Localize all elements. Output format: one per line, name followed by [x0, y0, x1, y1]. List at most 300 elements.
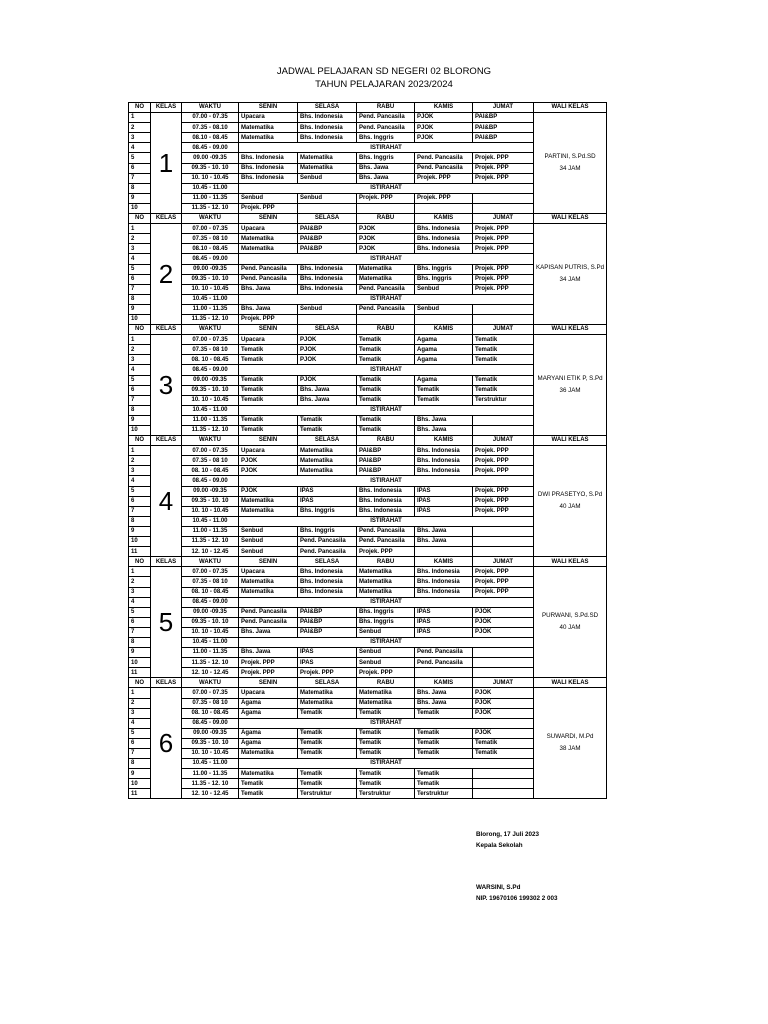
homeroom-hours: 34 JAM	[559, 276, 581, 284]
header-cell: KELAS	[151, 436, 182, 446]
subject-senin: Tematik	[239, 375, 298, 385]
time-cell: 11.35 - 12. 10	[182, 537, 239, 547]
subject-selasa: Tematik	[298, 728, 357, 738]
subject-kamis: Tematik	[415, 728, 473, 738]
subject-rabu: Matematika	[357, 688, 415, 698]
row-number: 7	[129, 173, 151, 183]
break-cell: ISTIRAHAT	[239, 759, 534, 769]
row-number: 2	[129, 577, 151, 587]
time-cell: 09.35 - 10. 10	[182, 496, 239, 506]
break-cell: ISTIRAHAT	[239, 597, 534, 607]
subject-jumat	[473, 304, 534, 314]
time-cell: 07.35 - 08 10	[182, 577, 239, 587]
subject-kamis: Agama	[415, 345, 473, 355]
header-cell: KAMIS	[415, 678, 473, 688]
header-cell: SENIN	[239, 103, 298, 113]
header-cell: NO	[129, 557, 151, 567]
subject-senin: Matematika	[239, 587, 298, 597]
subject-selasa: Senbud	[298, 304, 357, 314]
time-cell: 07.00 - 07.35	[182, 567, 239, 577]
row-number: 8	[129, 183, 151, 193]
time-cell: 09.00 -09.35	[182, 607, 239, 617]
subject-kamis: Bhs. Indonesia	[415, 466, 473, 476]
header-cell: SENIN	[239, 325, 298, 335]
subject-rabu: Bhs. Inggris	[357, 133, 415, 143]
header-cell: RABU	[357, 103, 415, 113]
subject-jumat: Tematik	[473, 385, 534, 395]
subject-senin: Matematika	[239, 133, 298, 143]
subject-selasa: Tematik	[298, 779, 357, 789]
subject-jumat	[473, 779, 534, 789]
header-cell: RABU	[357, 325, 415, 335]
subject-kamis: Projek. PPP	[415, 173, 473, 183]
subject-selasa: Bhs. Indonesia	[298, 587, 357, 597]
header-cell: WAKTU	[182, 678, 239, 688]
row-number: 4	[129, 597, 151, 607]
time-cell: 09.00 -09.35	[182, 375, 239, 385]
subject-kamis: Pend. Pancasila	[415, 153, 473, 163]
subject-kamis: IPAS	[415, 627, 473, 637]
subject-rabu: Pend. Pancasila	[357, 123, 415, 133]
header-cell: WAKTU	[182, 436, 239, 446]
row-number: 6	[129, 274, 151, 284]
subject-jumat: Projek. PPP	[473, 506, 534, 516]
subject-jumat: PJOK	[473, 607, 534, 617]
row-number: 5	[129, 728, 151, 738]
time-cell: 08.45 - 09.00	[182, 476, 239, 486]
break-cell: ISTIRAHAT	[239, 365, 534, 375]
subject-senin: Upacara	[239, 335, 298, 345]
time-cell: 11.00 - 11.35	[182, 769, 239, 779]
subject-kamis: Agama	[415, 335, 473, 345]
subject-senin: Tematik	[239, 789, 298, 799]
subject-selasa: Pend. Pancasila	[298, 547, 357, 557]
header-cell: KAMIS	[415, 103, 473, 113]
row-number: 9	[129, 304, 151, 314]
subject-senin: Bhs. Jawa	[239, 304, 298, 314]
subject-kamis: Bhs. Inggris	[415, 274, 473, 284]
header-cell: SENIN	[239, 436, 298, 446]
subject-selasa: Senbud	[298, 173, 357, 183]
time-cell: 07.35 - 08 10	[182, 234, 239, 244]
subject-kamis: Senbud	[415, 304, 473, 314]
subject-senin: Tematik	[239, 345, 298, 355]
subject-selasa: Bhs. Jawa	[298, 385, 357, 395]
homeroom-teacher	[534, 688, 607, 799]
subject-jumat: Projek. PPP	[473, 234, 534, 244]
subject-senin: Projek. PPP	[239, 658, 298, 668]
subject-jumat: PAI&BP	[473, 133, 534, 143]
subject-kamis	[415, 203, 473, 213]
subject-senin: Agama	[239, 738, 298, 748]
time-cell: 11.35 - 12. 10	[182, 426, 239, 436]
time-cell: 10.45 - 11.00	[182, 516, 239, 526]
subject-kamis: Projek. PPP	[415, 193, 473, 203]
row-number: 9	[129, 769, 151, 779]
subject-jumat: Projek. PPP	[473, 173, 534, 183]
subject-selasa: Matematika	[298, 446, 357, 456]
subject-kamis: IPAS	[415, 506, 473, 516]
subject-rabu: Matematika	[357, 698, 415, 708]
subject-jumat: Projek. PPP	[473, 456, 534, 466]
header-cell: WAKTU	[182, 103, 239, 113]
subject-selasa: PAI&BP	[298, 627, 357, 637]
subject-rabu: PAI&BP	[357, 446, 415, 456]
header-cell: KELAS	[151, 678, 182, 688]
subject-kamis: Bhs. Jawa	[415, 537, 473, 547]
subject-jumat	[473, 547, 534, 557]
row-number: 7	[129, 506, 151, 516]
time-cell: 07.00 - 07.35	[182, 446, 239, 456]
subject-jumat: Projek. PPP	[473, 224, 534, 234]
subject-kamis: Tematik	[415, 738, 473, 748]
row-number: 8	[129, 405, 151, 415]
subject-rabu: Pend. Pancasila	[357, 113, 415, 123]
class-number: 6	[151, 688, 182, 799]
header-cell: WAKTU	[182, 325, 239, 335]
row-number: 7	[129, 627, 151, 637]
subject-jumat: Projek. PPP	[473, 577, 534, 587]
subject-selasa: Bhs. Indonesia	[298, 577, 357, 587]
footer-name: WARSINI, S.Pd	[476, 884, 521, 891]
subject-kamis: Bhs. Indonesia	[415, 224, 473, 234]
subject-rabu: Tematik	[357, 708, 415, 718]
header-cell: NO	[129, 678, 151, 688]
time-cell: 09.35 - 10. 10	[182, 163, 239, 173]
subject-senin: Projek. PPP	[239, 668, 298, 678]
header-cell: SENIN	[239, 214, 298, 224]
break-cell: ISTIRAHAT	[239, 637, 534, 647]
row-number: 4	[129, 143, 151, 153]
subject-selasa: PAI&BP	[298, 607, 357, 617]
subject-jumat	[473, 193, 534, 203]
row-number: 8	[129, 637, 151, 647]
subject-selasa: Bhs. Indonesia	[298, 123, 357, 133]
time-cell: 08.45 - 09.00	[182, 718, 239, 728]
subject-jumat: Projek. PPP	[473, 244, 534, 254]
subject-jumat: Projek. PPP	[473, 466, 534, 476]
subject-jumat: Projek. PPP	[473, 153, 534, 163]
subject-jumat: Tematik	[473, 355, 534, 365]
row-number: 6	[129, 385, 151, 395]
subject-rabu: Bhs. Jawa	[357, 173, 415, 183]
subject-selasa	[298, 203, 357, 213]
time-cell: 10.45 - 11.00	[182, 294, 239, 304]
subject-jumat: Tematik	[473, 749, 534, 759]
subject-rabu: Tematik	[357, 395, 415, 405]
subject-senin: Senbud	[239, 537, 298, 547]
subject-senin: Bhs. Indonesia	[239, 173, 298, 183]
subject-selasa: Bhs. Indonesia	[298, 133, 357, 143]
subject-kamis: Tematik	[415, 385, 473, 395]
subject-rabu: Bhs. Indonesia	[357, 496, 415, 506]
homeroom-name: PARTINI, S.Pd.SD	[544, 152, 596, 160]
subject-senin: Bhs. Indonesia	[239, 163, 298, 173]
subject-rabu: Projek. PPP	[357, 193, 415, 203]
subject-rabu: PJOK	[357, 244, 415, 254]
time-cell: 09.00 -09.35	[182, 486, 239, 496]
subject-selasa: Bhs. Indonesia	[298, 113, 357, 123]
header-cell: WALI KELAS	[534, 557, 607, 567]
subject-jumat: Tematik	[473, 375, 534, 385]
subject-rabu: Senbud	[357, 627, 415, 637]
time-cell: 10. 10 - 10.45	[182, 395, 239, 405]
subject-senin: Bhs. Jawa	[239, 284, 298, 294]
subject-jumat	[473, 648, 534, 658]
subject-kamis: Bhs. Indonesia	[415, 456, 473, 466]
row-number: 9	[129, 193, 151, 203]
header-cell: JUMAT	[473, 325, 534, 335]
row-number: 8	[129, 294, 151, 304]
header-cell: KELAS	[151, 103, 182, 113]
subject-kamis: Tematik	[415, 395, 473, 405]
subject-kamis: Bhs. Inggris	[415, 264, 473, 274]
header-cell: NO	[129, 214, 151, 224]
row-number: 7	[129, 749, 151, 759]
subject-senin: Matematika	[239, 577, 298, 587]
subject-kamis: Agama	[415, 375, 473, 385]
subject-kamis: Bhs. Jawa	[415, 526, 473, 536]
row-number: 2	[129, 698, 151, 708]
schedule-table	[128, 102, 607, 799]
subject-senin: PJOK	[239, 456, 298, 466]
subject-rabu: Bhs. Jawa	[357, 163, 415, 173]
subject-senin: Matematika	[239, 749, 298, 759]
row-number: 6	[129, 738, 151, 748]
subject-senin: Projek. PPP	[239, 203, 298, 213]
footer-position: Kepala Sekolah	[476, 842, 523, 849]
subject-selasa: Matematika	[298, 698, 357, 708]
row-number: 8	[129, 516, 151, 526]
homeroom-teacher	[534, 224, 607, 325]
row-number: 11	[129, 668, 151, 678]
row-number: 4	[129, 718, 151, 728]
subject-senin: Pend. Pancasila	[239, 274, 298, 284]
subject-selasa: Senbud	[298, 193, 357, 203]
row-number: 1	[129, 567, 151, 577]
subject-jumat: PJOK	[473, 627, 534, 637]
class-number: 3	[151, 335, 182, 436]
time-cell: 09.00 -09.35	[182, 728, 239, 738]
time-cell: 12. 10 - 12.45	[182, 547, 239, 557]
time-cell: 11.00 - 11.35	[182, 304, 239, 314]
row-number: 11	[129, 547, 151, 557]
subject-jumat	[473, 203, 534, 213]
row-number: 1	[129, 224, 151, 234]
subject-rabu: Tematik	[357, 769, 415, 779]
subject-senin: Agama	[239, 708, 298, 718]
row-number: 2	[129, 123, 151, 133]
subject-kamis: Agama	[415, 355, 473, 365]
subject-selasa: Bhs. Indonesia	[298, 274, 357, 284]
subject-senin: Tematik	[239, 385, 298, 395]
subject-selasa: Projek. PPP	[298, 668, 357, 678]
row-number: 9	[129, 415, 151, 425]
time-cell: 08.10 - 08.45	[182, 133, 239, 143]
homeroom-hours: 34 JAM	[559, 165, 581, 173]
header-row	[129, 557, 607, 567]
subject-selasa: PJOK	[298, 335, 357, 345]
subject-rabu: Tematik	[357, 375, 415, 385]
subject-senin: Matematika	[239, 496, 298, 506]
header-row	[129, 678, 607, 688]
time-cell: 08.45 - 09.00	[182, 143, 239, 153]
subject-selasa: Bhs. Inggris	[298, 506, 357, 516]
header-cell: JUMAT	[473, 214, 534, 224]
subject-rabu: Tematik	[357, 385, 415, 395]
subject-rabu	[357, 314, 415, 324]
header-cell: JUMAT	[473, 436, 534, 446]
subject-kamis: IPAS	[415, 607, 473, 617]
subject-rabu: Bhs. Indonesia	[357, 486, 415, 496]
time-cell: 07.35 - 08.10	[182, 123, 239, 133]
subject-senin: Agama	[239, 698, 298, 708]
subject-senin: Pend. Pancasila	[239, 607, 298, 617]
time-cell: 08.10 - 08.45	[182, 244, 239, 254]
subject-rabu: Senbud	[357, 658, 415, 668]
subject-rabu: Bhs. Inggris	[357, 153, 415, 163]
subject-jumat: Projek. PPP	[473, 163, 534, 173]
header-cell: JUMAT	[473, 678, 534, 688]
subject-selasa: PJOK	[298, 345, 357, 355]
subject-rabu: Tematik	[357, 779, 415, 789]
time-cell: 10.45 - 11.00	[182, 637, 239, 647]
homeroom-name: KAPISAN PUTRIS, S.Pd	[536, 263, 605, 271]
row-number: 6	[129, 496, 151, 506]
subject-senin: Matematika	[239, 506, 298, 516]
subject-selasa: IPAS	[298, 658, 357, 668]
subject-kamis: Bhs. Jawa	[415, 426, 473, 436]
header-cell: JUMAT	[473, 103, 534, 113]
table-row	[129, 567, 607, 577]
subject-jumat	[473, 789, 534, 799]
subject-kamis: IPAS	[415, 617, 473, 627]
subject-selasa: PAI&BP	[298, 617, 357, 627]
row-number: 2	[129, 456, 151, 466]
subject-senin: Matematika	[239, 234, 298, 244]
time-cell: 07.00 - 07.35	[182, 224, 239, 234]
time-cell: 08.45 - 09.00	[182, 597, 239, 607]
break-cell: ISTIRAHAT	[239, 294, 534, 304]
header-cell: WAKTU	[182, 557, 239, 567]
row-number: 9	[129, 526, 151, 536]
subject-senin: Pend. Pancasila	[239, 264, 298, 274]
subject-senin: Upacara	[239, 567, 298, 577]
class-number: 5	[151, 567, 182, 678]
header-row	[129, 103, 607, 113]
homeroom-name: MARYANI ETIK P, S.Pd	[537, 374, 603, 382]
subject-rabu: Tematik	[357, 415, 415, 425]
row-number: 1	[129, 335, 151, 345]
time-cell: 07.35 - 08 10	[182, 698, 239, 708]
header-cell: KAMIS	[415, 214, 473, 224]
row-number: 4	[129, 476, 151, 486]
subject-selasa: Matematika	[298, 456, 357, 466]
row-number: 6	[129, 163, 151, 173]
subject-rabu: Bhs. Inggris	[357, 617, 415, 627]
break-cell: ISTIRAHAT	[239, 516, 534, 526]
subject-rabu: Matematika	[357, 567, 415, 577]
row-number: 9	[129, 648, 151, 658]
subject-selasa: Matematika	[298, 688, 357, 698]
subject-rabu: Matematika	[357, 587, 415, 597]
subject-senin: Bhs. Indonesia	[239, 153, 298, 163]
subject-rabu: Tematik	[357, 426, 415, 436]
header-cell: SELASA	[298, 214, 357, 224]
subject-kamis	[415, 668, 473, 678]
time-cell: 09.35 - 10. 10	[182, 617, 239, 627]
time-cell: 08.45 - 09.00	[182, 254, 239, 264]
subject-selasa: Bhs. Indonesia	[298, 567, 357, 577]
time-cell: 07.35 - 08 10	[182, 456, 239, 466]
subject-jumat	[473, 426, 534, 436]
subject-rabu: Pend. Pancasila	[357, 537, 415, 547]
homeroom-hours: 36 JAM	[559, 387, 581, 395]
homeroom-name: PURWANI, S.Pd.SD	[542, 612, 599, 620]
subject-jumat	[473, 526, 534, 536]
subject-rabu	[357, 203, 415, 213]
subject-senin: Upacara	[239, 688, 298, 698]
row-number: 3	[129, 355, 151, 365]
header-cell: JUMAT	[473, 557, 534, 567]
time-cell: 12. 10 - 12.45	[182, 789, 239, 799]
header-cell: WAKTU	[182, 214, 239, 224]
subject-senin: Agama	[239, 728, 298, 738]
subject-senin: Senbud	[239, 526, 298, 536]
footer-place-date: Blorong, 17 Juli 2023	[476, 831, 539, 838]
time-cell: 10. 10 - 10.45	[182, 173, 239, 183]
subject-senin: Tematik	[239, 395, 298, 405]
time-cell: 10. 10 - 10.45	[182, 506, 239, 516]
row-number: 3	[129, 708, 151, 718]
table-row	[129, 688, 607, 698]
subject-jumat	[473, 658, 534, 668]
subject-jumat: PJOK	[473, 698, 534, 708]
subject-senin: Upacara	[239, 446, 298, 456]
subject-kamis: Pend. Pancasila	[415, 648, 473, 658]
subject-rabu: Senbud	[357, 648, 415, 658]
homeroom-hours: 40 JAM	[559, 503, 581, 511]
time-cell: 10.45 - 11.00	[182, 759, 239, 769]
subject-jumat: Terstruktur	[473, 395, 534, 405]
subject-rabu: PJOK	[357, 224, 415, 234]
subject-kamis: Bhs. Indonesia	[415, 587, 473, 597]
homeroom-teacher	[534, 446, 607, 557]
time-cell: 07.00 - 07.35	[182, 688, 239, 698]
subject-jumat: Projek. PPP	[473, 284, 534, 294]
time-cell: 10. 10 - 10.45	[182, 749, 239, 759]
row-number: 10	[129, 779, 151, 789]
row-number: 11	[129, 789, 151, 799]
subject-kamis: IPAS	[415, 496, 473, 506]
time-cell: 08.45 - 09.00	[182, 365, 239, 375]
subject-kamis: Terstruktur	[415, 789, 473, 799]
header-row	[129, 325, 607, 335]
subject-kamis: PJOK	[415, 113, 473, 123]
time-cell: 11.35 - 12. 10	[182, 203, 239, 213]
subject-selasa: Bhs. Indonesia	[298, 284, 357, 294]
row-number: 3	[129, 133, 151, 143]
row-number: 1	[129, 113, 151, 123]
subject-selasa: Bhs. Inggris	[298, 526, 357, 536]
subject-jumat: Projek. PPP	[473, 496, 534, 506]
time-cell: 11.35 - 12. 10	[182, 658, 239, 668]
time-cell: 10. 10 - 10.45	[182, 627, 239, 637]
subject-jumat: PJOK	[473, 728, 534, 738]
subject-selasa: Matematika	[298, 163, 357, 173]
subject-rabu: PAI&BP	[357, 466, 415, 476]
header-cell: NO	[129, 325, 151, 335]
